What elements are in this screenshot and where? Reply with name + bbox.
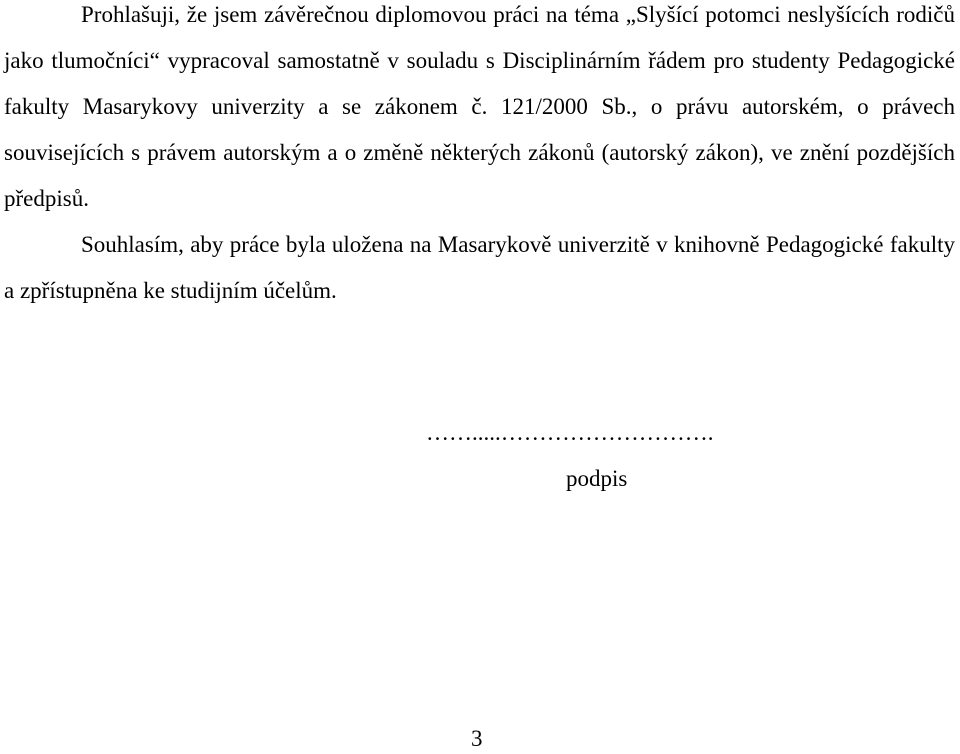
signature-line: …….....………………………. xyxy=(426,420,714,445)
signature-label: podpis xyxy=(566,466,628,491)
declaration-paragraph: Prohlašuji, že jsem závěrečnou diplomovou práci na téma „Slyšící potomci neslyšících rodičů jako tlumočníci“ vypracoval samostatně v souladu s Disciplinárním řádem pro studenty Pedagogické fakulty Masarykovy univerzity a se zákonem č. 121/2000 Sb., o právu autorském, o právech souvisejících s právem autorským a o změně některých zákonů (autorský zákon), ve znění pozdějších předpisů. xyxy=(4,2,955,211)
page-number: 3 xyxy=(471,726,483,751)
consent-paragraph: Souhlasím, aby práce byla uložena na Masarykově univerzitě v knihovně Pedagogické fakulty a zpřístupněna ke studijním účelům. xyxy=(4,232,955,303)
